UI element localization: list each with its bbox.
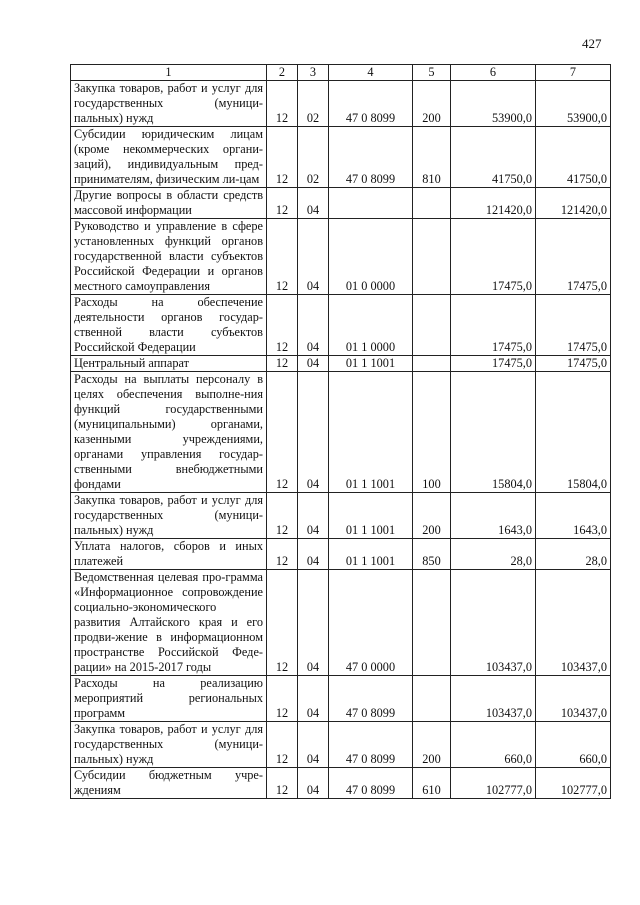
row-name: Центральный аппарат [71,356,267,372]
row-name: Уплата налогов, сборов и иных платежей [71,539,267,570]
row-target-article: 01 1 1001 [329,372,413,493]
table-row [71,127,611,188]
table-row [71,493,611,539]
row-section: 12 [267,81,298,127]
row-expense-type [413,356,451,372]
row-sum-2: 102777,0 [536,768,611,799]
row-expense-type: 810 [413,127,451,188]
row-subsection: 04 [298,539,329,570]
header-col-6: 6 [451,65,536,81]
row-target-article: 01 0 0000 [329,219,413,295]
row-expense-type: 850 [413,539,451,570]
row-subsection: 04 [298,295,329,356]
table-row [71,722,611,768]
row-subsection: 04 [298,722,329,768]
row-sum-2: 660,0 [536,722,611,768]
budget-table [70,64,611,799]
table-row [71,676,611,722]
table-row [71,372,611,493]
row-subsection: 04 [298,219,329,295]
header-col-3: 3 [298,65,329,81]
row-sum-1: 53900,0 [451,81,536,127]
row-subsection: 04 [298,676,329,722]
row-sum-2: 103437,0 [536,676,611,722]
page-number: 427 [582,36,602,51]
row-target-article: 47 0 0000 [329,570,413,676]
row-expense-type [413,188,451,219]
row-section: 12 [267,356,298,372]
row-sum-1: 15804,0 [451,372,536,493]
row-name: Ведомственная целевая про-грамма «Информационное сопровождение социально-экономического развития Алтайского края и его продви-жение в информационном пространстве Российской Феде-рации» на 2015-2017 годы [71,570,267,676]
row-expense-type: 200 [413,493,451,539]
row-sum-2: 53900,0 [536,81,611,127]
row-subsection: 02 [298,81,329,127]
row-target-article: 47 0 8099 [329,768,413,799]
row-target-article: 01 1 1001 [329,356,413,372]
row-target-article: 01 1 0000 [329,295,413,356]
row-sum-1: 17475,0 [451,295,536,356]
row-target-article: 47 0 8099 [329,722,413,768]
row-name: Расходы на реализацию мероприятий региональных программ [71,676,267,722]
row-name: Расходы на выплаты персоналу в целях обеспечения выполне-ния функций государственными (муниципальными) органами, казенными учреждениями, органами управления государ-ственными внебюджетными фондами [71,372,267,493]
row-sum-1: 17475,0 [451,356,536,372]
row-section: 12 [267,539,298,570]
row-sum-1: 41750,0 [451,127,536,188]
row-section: 12 [267,295,298,356]
row-sum-1: 28,0 [451,539,536,570]
row-subsection: 04 [298,570,329,676]
row-target-article: 01 1 1001 [329,493,413,539]
row-name: Субсидии юридическим лицам (кроме некоммерческих органи-заций), индивидуальным пред-принимателям, физическим ли-цам [71,127,267,188]
header-col-4: 4 [329,65,413,81]
row-target-article: 47 0 8099 [329,81,413,127]
row-target-article: 47 0 8099 [329,676,413,722]
row-sum-2: 17475,0 [536,295,611,356]
row-target-article: 01 1 1001 [329,539,413,570]
row-sum-2: 28,0 [536,539,611,570]
table-row [71,768,611,799]
header-col-5: 5 [413,65,451,81]
row-expense-type: 610 [413,768,451,799]
row-subsection: 04 [298,188,329,219]
table-row [71,356,611,372]
row-sum-1: 103437,0 [451,570,536,676]
row-section: 12 [267,676,298,722]
row-expense-type: 200 [413,722,451,768]
row-name: Закупка товаров, работ и услуг для государственных (муници-пальных) нужд [71,493,267,539]
row-name: Закупка товаров, работ и услуг для государственных (муници-пальных) нужд [71,722,267,768]
header-col-1: 1 [71,65,267,81]
table-row [71,539,611,570]
row-subsection: 02 [298,127,329,188]
row-name: Руководство и управление в сфере установленных функций органов государственной власти субъектов Российской Федерации и органов местного самоуправления [71,219,267,295]
table-row [71,219,611,295]
row-sum-1: 102777,0 [451,768,536,799]
row-expense-type [413,219,451,295]
row-expense-type [413,295,451,356]
table-row [71,188,611,219]
row-section: 12 [267,493,298,539]
row-section: 12 [267,768,298,799]
row-section: 12 [267,219,298,295]
row-sum-1: 660,0 [451,722,536,768]
header-col-7: 7 [536,65,611,81]
row-sum-2: 103437,0 [536,570,611,676]
row-section: 12 [267,722,298,768]
row-subsection: 04 [298,493,329,539]
row-sum-1: 103437,0 [451,676,536,722]
row-name: Субсидии бюджетным учре-ждениям [71,768,267,799]
row-section: 12 [267,372,298,493]
header-col-2: 2 [267,65,298,81]
row-expense-type: 100 [413,372,451,493]
row-sum-1: 121420,0 [451,188,536,219]
table-header-row [71,65,611,81]
row-name: Другие вопросы в области средств массовой информации [71,188,267,219]
row-subsection: 04 [298,372,329,493]
row-name: Закупка товаров, работ и услуг для государственных (муници-пальных) нужд [71,81,267,127]
row-subsection: 04 [298,356,329,372]
row-sum-1: 1643,0 [451,493,536,539]
row-expense-type [413,676,451,722]
row-section: 12 [267,570,298,676]
row-section: 12 [267,188,298,219]
row-sum-2: 1643,0 [536,493,611,539]
table-row [71,295,611,356]
row-sum-2: 15804,0 [536,372,611,493]
table-row [71,81,611,127]
row-subsection: 04 [298,768,329,799]
row-sum-2: 41750,0 [536,127,611,188]
row-sum-2: 17475,0 [536,356,611,372]
row-expense-type: 200 [413,81,451,127]
row-target-article: 47 0 8099 [329,127,413,188]
row-target-article [329,188,413,219]
row-name: Расходы на обеспечение деятельности органов государ-ственной власти субъектов Российской Федерации [71,295,267,356]
table-row [71,570,611,676]
row-expense-type [413,570,451,676]
row-sum-2: 121420,0 [536,188,611,219]
row-sum-2: 17475,0 [536,219,611,295]
row-section: 12 [267,127,298,188]
row-sum-1: 17475,0 [451,219,536,295]
